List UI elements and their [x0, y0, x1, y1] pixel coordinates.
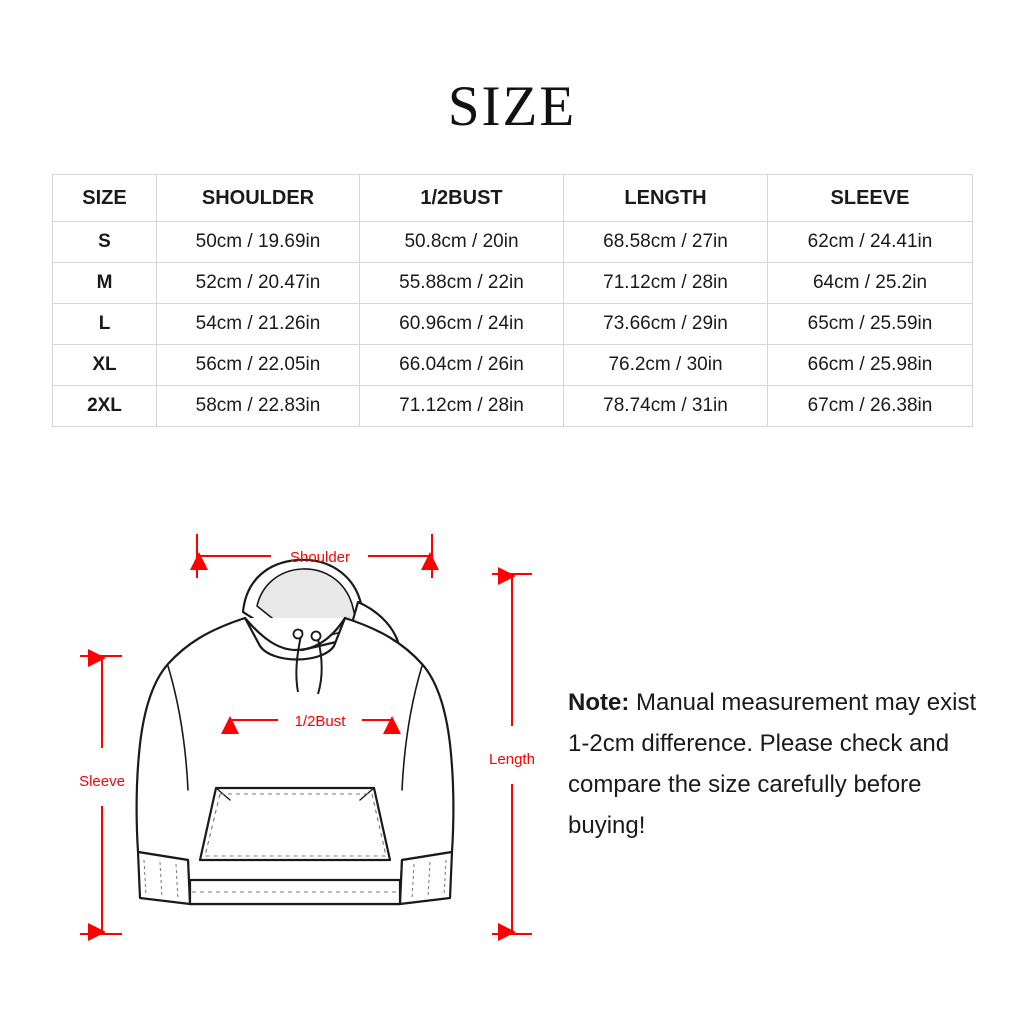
cell-size: L: [53, 304, 157, 345]
cell-shoulder: 58cm / 22.83in: [157, 386, 360, 427]
table-row: [53, 263, 973, 304]
cell-halfbust: 60.96cm / 24in: [360, 304, 564, 345]
label-half-bust: 1/2Bust: [294, 713, 346, 730]
cell-shoulder: 50cm / 19.69in: [157, 222, 360, 263]
note-prefix: Note:: [568, 689, 630, 716]
column-header-size: SIZE: [53, 175, 157, 222]
cell-sleeve: 67cm / 26.38in: [768, 386, 973, 427]
table-row: [53, 222, 973, 263]
cell-length: 78.74cm / 31in: [564, 386, 768, 427]
label-shoulder: Shoulder: [289, 549, 351, 566]
note-text: Manual measurement may exist 1-2cm difference. Please check and compare the size carefully before buying!: [568, 689, 977, 839]
column-header-sleeve: SLEEVE: [768, 175, 973, 222]
cell-sleeve: 65cm / 25.59in: [768, 304, 973, 345]
cell-size: 2XL: [53, 386, 157, 427]
table-header-row: [53, 175, 973, 222]
label-sleeve: Sleeve: [79, 773, 125, 790]
cell-sleeve: 64cm / 25.2in: [768, 263, 973, 304]
cell-length: 76.2cm / 30in: [564, 345, 768, 386]
column-header-halfbust: 1/2BUST: [360, 175, 564, 222]
cell-size: M: [53, 263, 157, 304]
table-row: [53, 304, 973, 345]
cell-length: 68.58cm / 27in: [564, 222, 768, 263]
table-row: [53, 345, 973, 386]
label-length: Length: [489, 751, 535, 768]
cell-size: XL: [53, 345, 157, 386]
cell-sleeve: 62cm / 24.41in: [768, 222, 973, 263]
hoodie-measurement-diagram: [40, 500, 600, 980]
cell-halfbust: 55.88cm / 22in: [360, 263, 564, 304]
cell-halfbust: 71.12cm / 28in: [360, 386, 564, 427]
page-title: SIZE: [447, 75, 577, 138]
cell-sleeve: 66cm / 25.98in: [768, 345, 973, 386]
cell-length: 71.12cm / 28in: [564, 263, 768, 304]
cell-halfbust: 66.04cm / 26in: [360, 345, 564, 386]
cell-shoulder: 54cm / 21.26in: [157, 304, 360, 345]
note-block: [568, 682, 978, 846]
cell-halfbust: 50.8cm / 20in: [360, 222, 564, 263]
cell-size: S: [53, 222, 157, 263]
column-header-shoulder: SHOULDER: [157, 175, 360, 222]
cell-length: 73.66cm / 29in: [564, 304, 768, 345]
cell-shoulder: 52cm / 20.47in: [157, 263, 360, 304]
column-header-length: LENGTH: [564, 175, 768, 222]
cell-shoulder: 56cm / 22.05in: [157, 345, 360, 386]
table-row: [53, 386, 973, 427]
size-table: [52, 174, 973, 427]
